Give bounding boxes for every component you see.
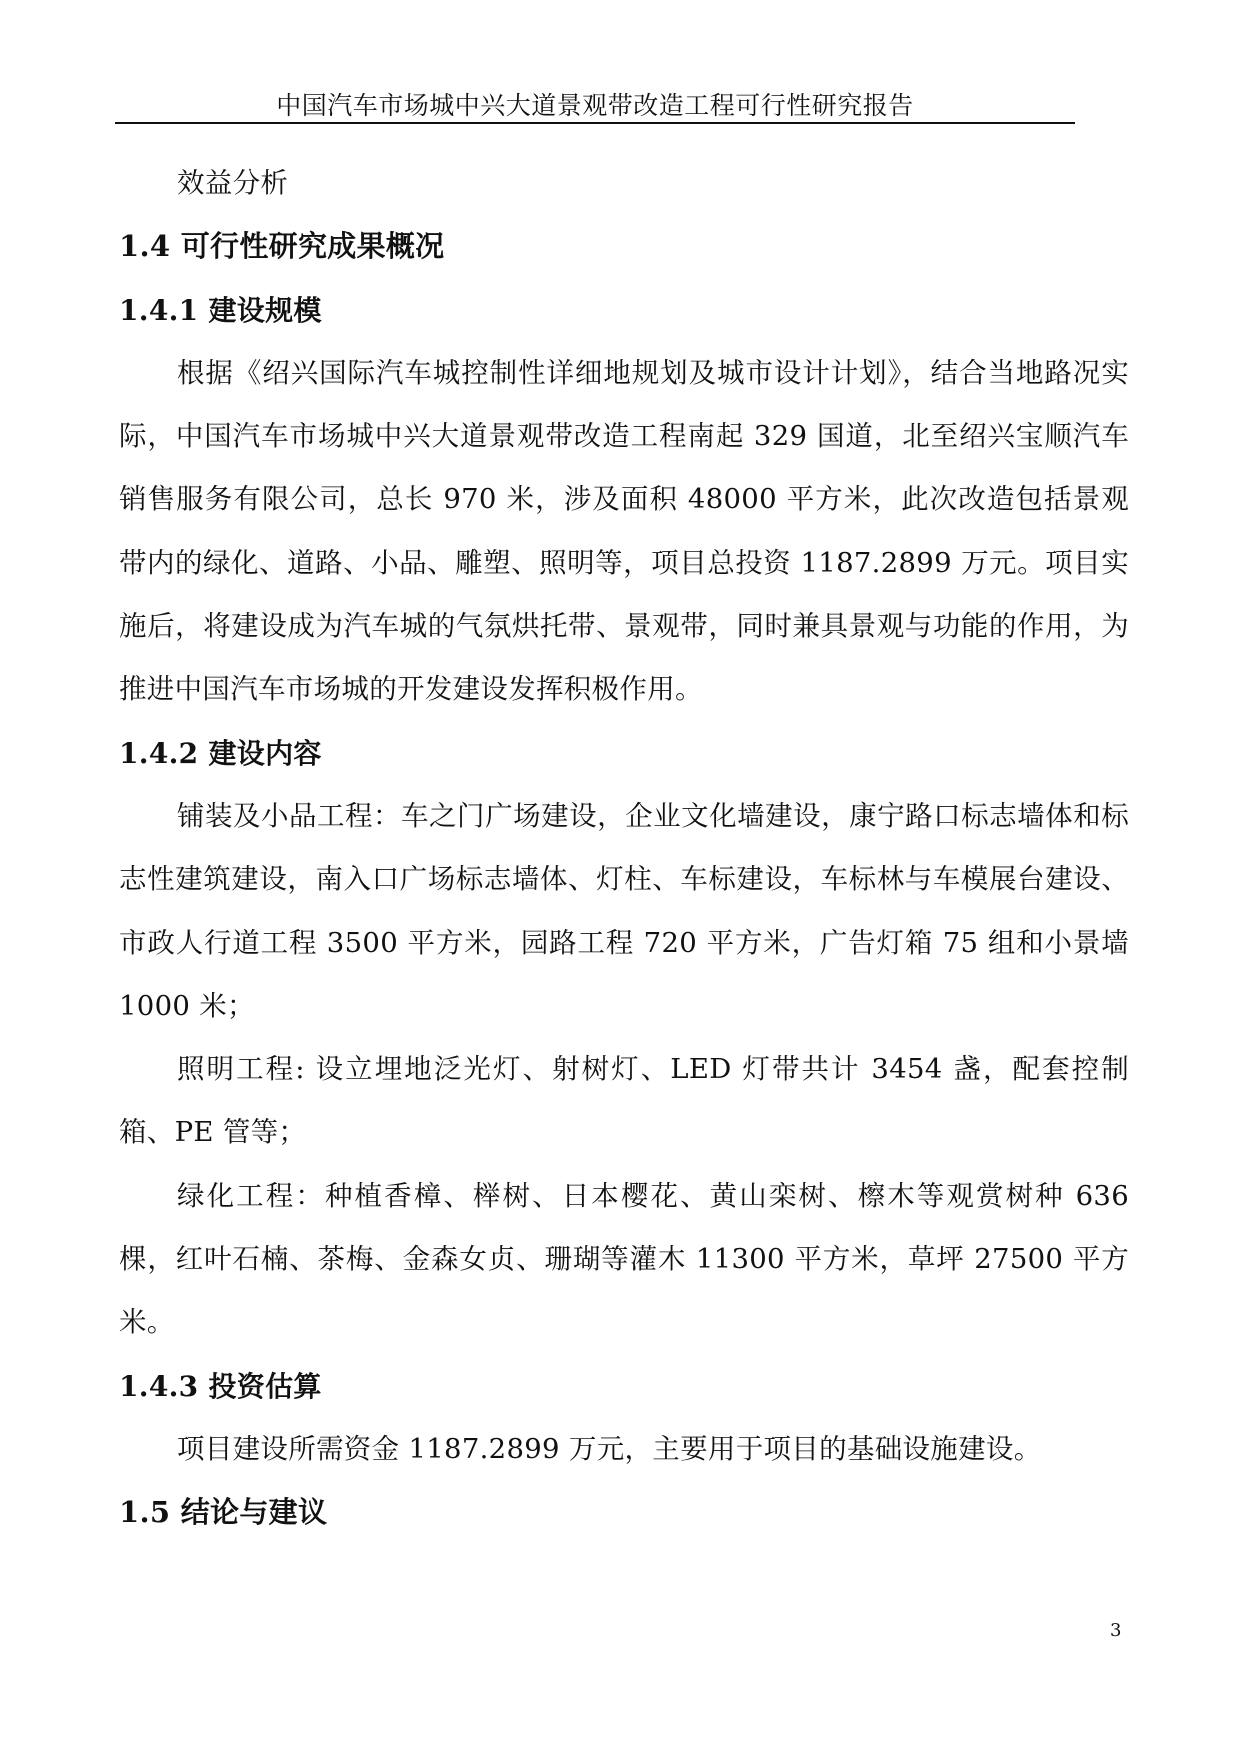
paragraph-lighting-works: 照明工程: 设立埋地泛光灯、射树灯、LED 灯带共计 3454 盏，配套控制箱、PE 管等； <box>119 1053 1129 1149</box>
running-header: 中国汽车市场城中兴大道景观带改造工程可行性研究报告 <box>276 91 914 120</box>
section-heading-1-5: 1.5 结论与建议 <box>119 1495 328 1530</box>
section-heading-1-4: 1.4 可行性研究成果概况 <box>119 229 445 264</box>
paragraph-greening-works: 绿化工程：种植香樟、榉树、日本樱花、黄山栾树、檫木等观赏树种 636 棵，红叶石楠、茶梅、金森女贞、珊瑚等灌木 11300 平方米，草坪 27500 平方米。 <box>119 1179 1129 1339</box>
section-heading-1-4-1: 1.4.1 建设规模 <box>119 293 322 327</box>
section-heading-1-4-3: 1.4.3 投资估算 <box>119 1369 322 1403</box>
paragraph-investment-estimate: 项目建设所需资金 1187.2899 万元，主要用于项目的基础设施建设。 <box>177 1432 1042 1465</box>
header-divider <box>115 122 1075 124</box>
paragraph-construction-scale: 根据《绍兴国际汽车城控制性详细地规划及城市设计计划》，结合当地路况实际，中国汽车市场城中兴大道景观带改造工程南起 329 国道，北至绍兴宝顺汽车销售服务有限公司，总长 970 米，涉及面积 48000 平方米，此次改造包括景观带内的绿化、道路、小品、雕塑、照明等，项目总投资 1187.2899 万元。项目实施后，将建设成为汽车城的气氛烘托带、景观带，同时兼具景观与功能的作用，为推进中国汽车市场城的开发建设发挥积极作用。 <box>119 356 1129 706</box>
intro-line: 效益分析 <box>177 167 289 199</box>
page-number: 3 <box>1110 1620 1122 1641</box>
section-heading-1-4-2: 1.4.2 建设内容 <box>119 736 322 770</box>
page-body <box>119 152 1129 1545</box>
paragraph-paving-works: 铺装及小品工程：车之门广场建设，企业文化墙建设，康宁路口标志墙体和标志性建筑建设，南入口广场标志墙体、灯柱、车标建设，车标林与车模展台建设、市政人行道工程 3500 平方米，园路工程 720 平方米，广告灯箱 75 组和小景墙 1000 米； <box>119 799 1129 1022</box>
